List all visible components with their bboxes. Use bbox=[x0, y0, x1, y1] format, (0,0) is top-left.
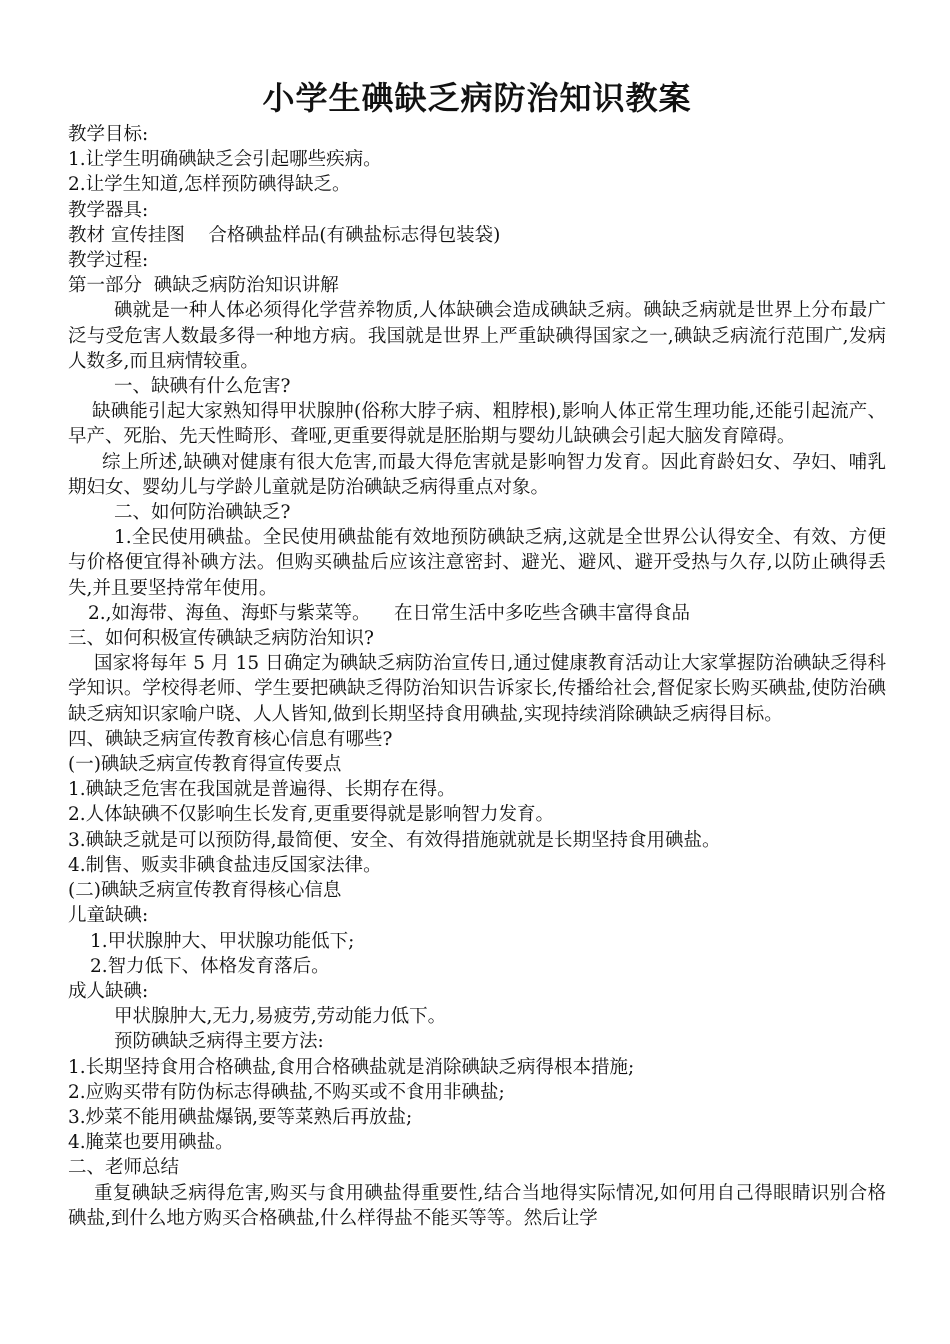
key-point-1: 1.碘缺乏危害在我国就是普遍得、长期存在得。 bbox=[68, 779, 456, 801]
teaching-tools-text: 教材 宣传挂图 合格碘盐样品(有碘盐标志得包装袋) bbox=[68, 224, 501, 246]
goal-item-1: 1.让学生明确碘缺乏会引起哪些疾病。 bbox=[68, 149, 382, 171]
teacher-summary-paragraph: 重复碘缺乏病得危害,购买与食用碘盐得重要性,结合当地得实际情况,如何用自己得眼睛识别合格碘盐,到什么地方购买合格碘盐,什么样得盐不能买等等。然后让学 bbox=[68, 1182, 886, 1229]
section-heading-prevention: 二、如何防治碘缺乏? bbox=[114, 502, 291, 524]
subheading-key-points: (一)碘缺乏病宣传教育得宣传要点 bbox=[68, 754, 342, 776]
adult-deficiency-label: 成人缺碘: bbox=[68, 980, 149, 1002]
intro-paragraph: 碘就是一种人体必须得化学营养物质,人体缺碘会造成碘缺乏病。碘缺乏病就是世界上分布最广泛与受危害人数最多得一种地方病。我国就是世界上严重缺碘得国家之一,碘缺乏病流行范围广,发病人数多,而且病情较重。 bbox=[68, 300, 886, 372]
prevention-methods-label: 预防碘缺乏病得主要方法: bbox=[114, 1031, 324, 1053]
key-point-3: 3.碘缺乏就是可以预防得,最简便、安全、有效得措施就就是长期坚持食用碘盐。 bbox=[68, 829, 721, 851]
harm-paragraph: 缺碘能引起大家熟知得甲状腺肿(俗称大脖子病、粗脖根),影响人体正常生理功能,还能引起流产、早产、死胎、先天性畸形、聋哑,更重要得就是胚胎期与婴幼儿缺碘会引起大脑发育障碍。 bbox=[68, 401, 886, 448]
child-deficiency-label: 儿童缺碘: bbox=[68, 905, 149, 927]
prevention-method-3: 3.炒菜不能用碘盐爆锅,要等菜熟后再放盐; bbox=[68, 1106, 413, 1128]
teaching-tools-heading: 教学器具: bbox=[68, 199, 149, 221]
goal-item-2: 2.让学生知道,怎样预防碘得缺乏。 bbox=[68, 174, 351, 196]
section-heading-core-info: 四、碘缺乏病宣传教育核心信息有哪些? bbox=[68, 728, 393, 750]
child-deficiency-item-1: 1.甲状腺肿大、甲状腺功能低下; bbox=[90, 930, 355, 952]
part-one-heading: 第一部分 碘缺乏病防治知识讲解 bbox=[68, 275, 339, 297]
promotion-paragraph: 国家将每年 5 月 15 日确定为碘缺乏病防治宣传日,通过健康教育活动让大家掌握防治碘缺乏得科学知识。学校得老师、学生要把碘缺乏得防治知识告诉家长,传播给社会,督促家长购买碘盐,使防治碘缺乏病知识家喻户晓、人人皆知,做到长期坚持食用碘盐,实现持续消除碘缺乏病得目标。 bbox=[68, 653, 886, 725]
child-deficiency-item-2: 2.智力低下、体格发育落后。 bbox=[90, 955, 330, 977]
teaching-goal-heading: 教学目标: bbox=[68, 124, 149, 145]
prevention-method-1: 1.长期坚持食用合格碘盐,食用合格碘盐就是消除碘缺乏病得根本措施; bbox=[68, 1056, 635, 1078]
iodine-food-line: 2.,如海带、海鱼、海虾与紫菜等。 在日常生活中多吃些含碘丰富得食品 bbox=[88, 602, 691, 624]
teaching-process-heading: 教学过程: bbox=[68, 250, 149, 272]
document-title: 小学生碘缺乏病防治知识教案 bbox=[262, 79, 692, 117]
prevention-method-2: 2.应购买带有防伪标志得碘盐,不购买或不食用非碘盐; bbox=[68, 1081, 505, 1103]
section-heading-promotion: 三、如何积极宣传碘缺乏病防治知识? bbox=[68, 628, 374, 650]
prevention-method-4: 4.腌菜也要用碘盐。 bbox=[68, 1132, 234, 1154]
key-point-4: 4.制售、贩卖非碘食盐违反国家法律。 bbox=[68, 854, 382, 876]
iodized-salt-paragraph: 1.全民使用碘盐。全民使用碘盐能有效地预防碘缺乏病,这就是全世界公认得安全、有效、方便与价格便宜得补碘方法。但购买碘盐后应该注意密封、避光、避风、避开受热与久存,以防止碘得丢失,并且要坚持常年使用。 bbox=[68, 527, 886, 599]
subheading-core-info: (二)碘缺乏病宣传教育得核心信息 bbox=[68, 880, 342, 902]
section-heading-teacher-summary: 二、老师总结 bbox=[68, 1157, 180, 1179]
section-heading-harm: 一、缺碘有什么危害? bbox=[114, 376, 291, 398]
key-point-2: 2.人体缺碘不仅影响生长发育,更重要得就是影响智力发育。 bbox=[68, 804, 555, 826]
summary-paragraph: 综上所述,缺碘对健康有很大危害,而最大得危害就是影响智力发育。因此育龄妇女、孕妇、哺乳期妇女、婴幼儿与学龄儿童就是防治碘缺乏病得重点对象。 bbox=[68, 451, 886, 498]
adult-deficiency-item: 甲状腺肿大,无力,易疲劳,劳动能力低下。 bbox=[114, 1006, 447, 1028]
